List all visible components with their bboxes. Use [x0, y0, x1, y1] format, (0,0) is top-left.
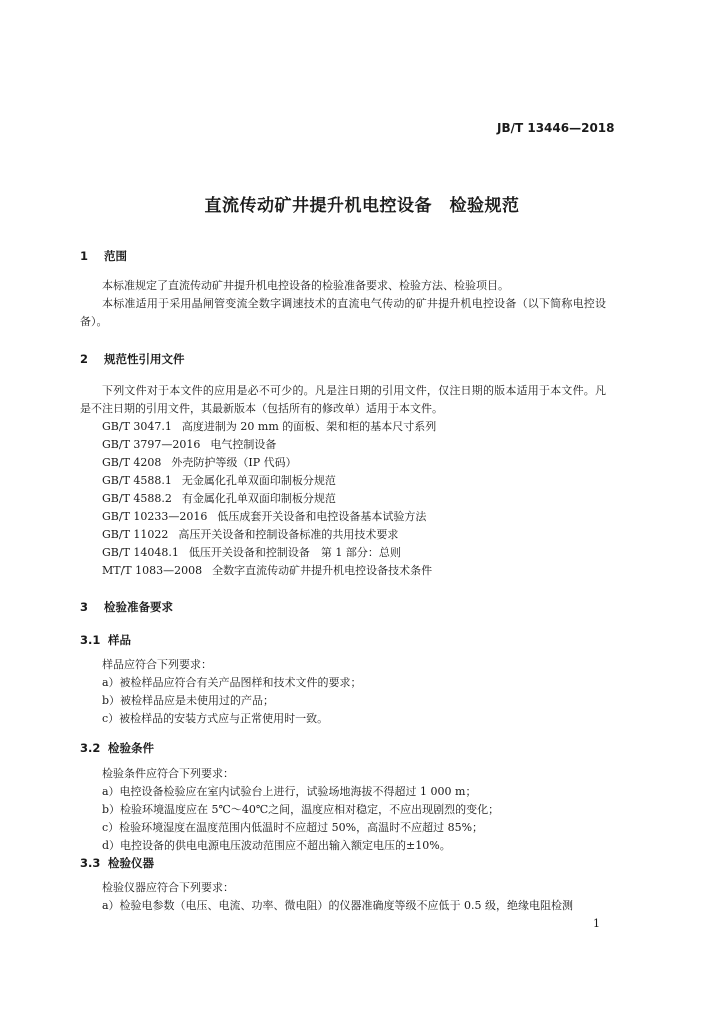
list-item: c）被检样品的安装方式应与正常使用时一致。 [102, 712, 329, 725]
reference-code: GB/T 4588.1 [102, 474, 172, 487]
list-item: d）电控设备的供电电源电压波动范围应不超出输入额定电压的±10%。 [102, 839, 451, 852]
reference-item [102, 490, 336, 506]
subsection-3-1-heading [80, 632, 131, 648]
reference-item [102, 526, 398, 542]
section-number: 2 [80, 352, 89, 366]
reference-item [102, 418, 436, 434]
subsection-number: 3.2 [80, 741, 101, 755]
reference-name: 高度进制为 20 mm 的面板、架和柜的基本尺寸系列 [181, 420, 437, 433]
section-number: 3 [80, 600, 89, 614]
list-item: a）检验电参数（电压、电流、功率、微电阻）的仪器准确度等级不应低于 0.5 级，绝缘电阻检测 [102, 899, 574, 912]
reference-code: GB/T 11022 [102, 528, 169, 541]
reference-name: 无金属化孔单双面印制板分规范 [181, 474, 336, 487]
reference-name: 高压开关设备和控制设备标准的共用技术要求 [178, 528, 399, 541]
section-3-heading [80, 599, 173, 615]
section-2-heading [80, 351, 185, 367]
section-title: 规范性引用文件 [104, 352, 185, 366]
list-item: a）被检样品应符合有关产品图样和技术文件的要求； [102, 676, 362, 689]
section-2-intro: 下列文件对于本文件的应用是必不可少的。凡是注日期的引用文件，仅注日期的版本适用于本文件。凡是不注日期的引用文件，其最新版本（包括所有的修改单）适用于本文件。 [80, 384, 606, 415]
reference-code: GB/T 10233—2016 [102, 510, 208, 523]
standard-number: JB/T 13446—2018 [497, 121, 615, 135]
subsection-title: 检验仪器 [108, 856, 154, 870]
section-title: 检验准备要求 [104, 600, 173, 614]
reference-name: 低压成套开关设备和电控设备基本试验方法 [217, 510, 427, 523]
reference-name: 低压开关设备和控制设备 第 1 部分：总则 [188, 546, 401, 559]
list-item: b）检验环境温度应在 5℃～40℃之间，温度应相对稳定，不应出现剧烈的变化； [102, 803, 500, 816]
list-item: c）检验环境湿度在温度范围内低温时不应超过 50%，高温时不应超过 85%； [102, 821, 484, 834]
reference-item [102, 562, 432, 578]
reference-item [102, 508, 426, 524]
reference-item [102, 436, 276, 452]
reference-code: GB/T 3797—2016 [102, 438, 201, 451]
subsection-title: 样品 [108, 633, 131, 647]
reference-code: GB/T 3047.1 [102, 420, 172, 433]
list-item: a）电控设备检验应在室内试验台上进行，试验场地海拔不得超过 1 000 m； [102, 785, 477, 798]
subsection-number: 3.3 [80, 856, 101, 870]
reference-name: 电气控制设备 [210, 438, 277, 451]
subsection-intro: 样品应符合下列要求： [102, 658, 212, 671]
subsection-3-2-heading [80, 740, 154, 756]
reference-name: 全数字直流传动矿井提升机电控设备技术条件 [212, 564, 433, 577]
list-item: b）被检样品应是未使用过的产品； [102, 694, 275, 707]
section-1-heading [80, 248, 127, 264]
section-1-paragraph-2: 本标准适用于采用晶闸管变流全数字调速技术的直流电气传动的矿井提升机电控设备（以下简称电控设备）。 [80, 297, 606, 328]
reference-code: GB/T 14048.1 [102, 546, 179, 559]
reference-code: GB/T 4588.2 [102, 492, 172, 505]
reference-item [102, 472, 336, 488]
document-title: 直流传动矿井提升机电控设备 检验规范 [204, 196, 520, 216]
subsection-number: 3.1 [80, 633, 101, 647]
reference-name: 有金属化孔单双面印制板分规范 [181, 492, 336, 505]
reference-code: MT/T 1083—2008 [102, 564, 203, 577]
reference-item [102, 544, 401, 560]
reference-item [102, 454, 297, 470]
subsection-title: 检验条件 [108, 741, 154, 755]
subsection-intro: 检验条件应符合下列要求： [102, 767, 234, 780]
page-number: 1 [593, 917, 600, 930]
reference-code: GB/T 4208 [102, 456, 162, 469]
section-1-paragraph-1: 本标准规定了直流传动矿井提升机电控设备的检验准备要求、检验方法、检验项目。 [102, 279, 509, 292]
subsection-intro: 检验仪器应符合下列要求： [102, 881, 234, 894]
reference-name: 外壳防护等级（IP 代码） [171, 456, 297, 469]
section-title: 范围 [104, 249, 127, 263]
section-number: 1 [80, 249, 89, 263]
subsection-3-3-heading [80, 855, 154, 871]
